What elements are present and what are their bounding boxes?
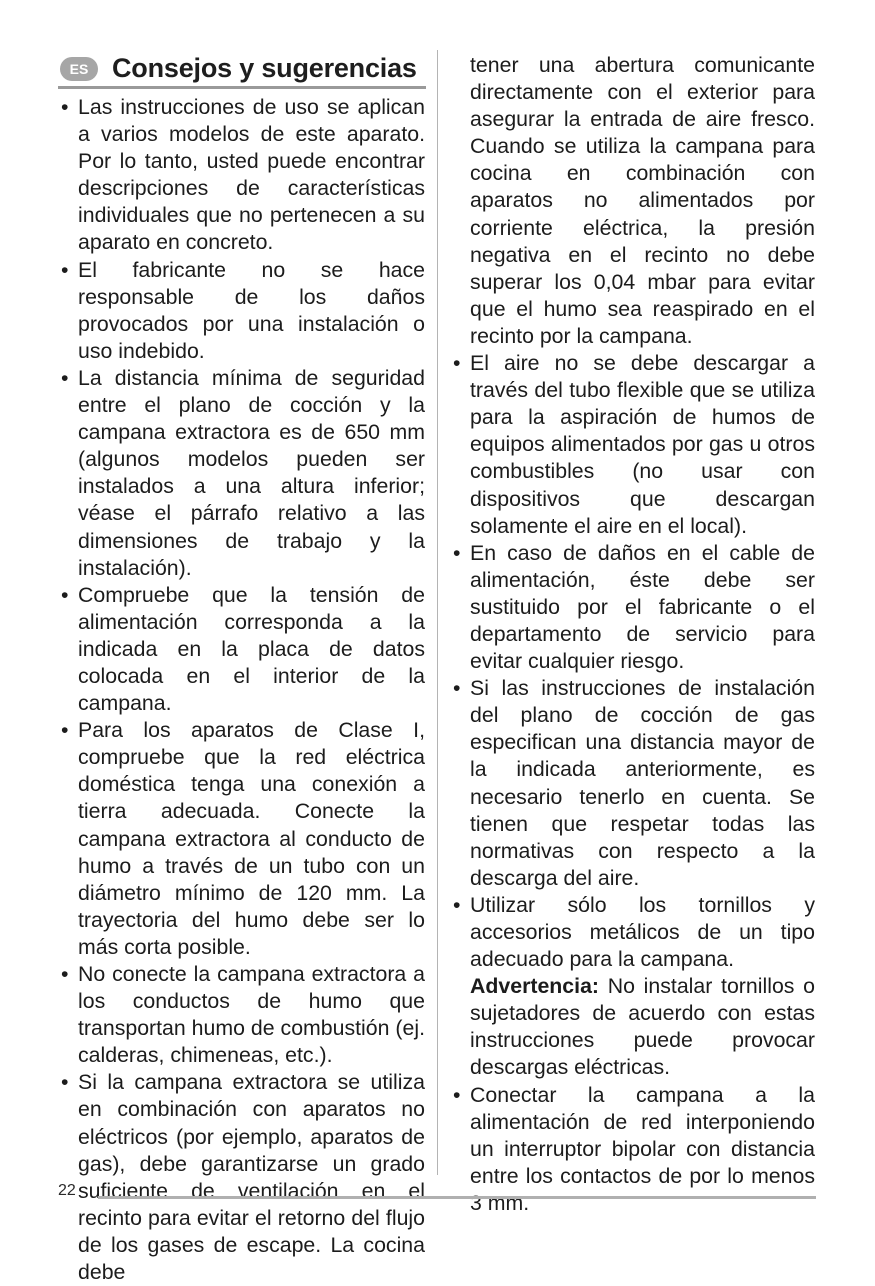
- continuation-paragraph: tener una abertura comunicante directamente con el exterior para asegurar la entrada de aire fresco. Cuando se utiliza la campana para cocina en combinación con aparatos no alimentados por corriente eléctrica, la presión negativa en el recinto no debe superar los 0,04 mbar para evitar que el humo sea reaspirado en el recinto por la campana.: [470, 53, 815, 348]
- bullet-icon: •: [453, 1082, 461, 1107]
- list-item: • Las instrucciones de uso se aplican a varios modelos de este aparato. Por lo tanto, usted puede encontrar descripciones de características individuales que no pertenecen a su aparato en concreto.: [61, 95, 425, 255]
- warning-text: No instalar tornillos o sujetadores de acuerdo con estas instrucciones puede provocar descargas eléctricas.: [470, 974, 815, 1080]
- warning-label: Advertencia:: [470, 974, 600, 999]
- column-divider: [437, 50, 438, 1175]
- bullet-icon: •: [453, 540, 461, 565]
- warning-paragraph: [450, 973, 815, 1081]
- bullet-icon: •: [61, 257, 69, 282]
- bullet-icon: •: [61, 365, 69, 390]
- list-item: • Si las instrucciones de instalación del plano de cocción de gas especifican una distancia mayor de la indicada anteriormente, es necesario tenerlo en cuenta. Se tienen que respetar todas las normativas con respecto a la descarga del aire.: [453, 676, 815, 890]
- footer-rule: [98, 1196, 816, 1199]
- list-item: • En caso de daños en el cable de alimentación, éste debe ser sustituido por el fabricante o el departamento de servicio para evitar cualquier riesgo.: [453, 540, 815, 674]
- language-badge: ES: [60, 57, 98, 81]
- list-item: • Para los aparatos de Clase I, compruebe que la red eléctrica doméstica tenga una conexión a tierra adecuada. Conecte la campana extractora al conducto de humo a través de un tubo con un diámetro mínimo de 120 mm. La trayectoria del humo debe ser lo más corta posible.: [61, 718, 425, 959]
- page-number: 22: [58, 1182, 76, 1199]
- left-column: [58, 94, 425, 1286]
- page-title: Consejos y sugerencias: [112, 53, 417, 83]
- list-item: • No conecte la campana extractora a los conductos de humo que transportan humo de combustión (ej. calderas, chimeneas, etc.).: [61, 962, 425, 1068]
- list-item: • Si la campana extractora se utiliza en combinación con aparatos no eléctricos (por ejemplo, aparatos de gas), debe garantizarse un grado suficiente de ventilación en el recinto para evitar el retorno del flujo de los gases de escape. La cocina debe: [61, 1070, 425, 1285]
- bullet-icon: •: [61, 1070, 69, 1095]
- list-item: • El fabricante no se hace responsable de los daños provocados por una instalación o uso indebido.: [61, 257, 425, 363]
- list-item: • Compruebe que la tensión de alimentación corresponda a la indicada en la placa de datos colocada en el interior de la campana.: [61, 582, 425, 716]
- list-item: • El aire no se debe descargar a través del tubo flexible que se utiliza para la aspiración de humos de equipos alimentados por gas u otros combustibles (no usar con dispositivos que descargan solamente el aire en el local).: [453, 351, 815, 538]
- bullet-icon: •: [61, 962, 69, 986]
- right-column: [450, 52, 815, 1217]
- section-header: [58, 52, 426, 89]
- bullet-icon: •: [61, 95, 69, 119]
- bullet-icon: •: [453, 892, 461, 917]
- list-item: • La distancia mínima de seguridad entre el plano de cocción y la campana extractora es de 650 mm (algunos modelos pueden ser instalados a una altura inferior; véase el párrafo relativo a las dimensiones de trabajo y la instalación).: [61, 365, 425, 580]
- list-item: • Conectar la campana a la alimentación de red interponiendo un interruptor bipolar con distancia entre los contactos de por lo menos 3 mm.: [453, 1082, 815, 1215]
- bullet-icon: •: [453, 351, 461, 376]
- list-item: • Utilizar sólo los tornillos y accesorios metálicos de un tipo adecuado para la campana.: [453, 892, 815, 972]
- bullet-icon: •: [61, 718, 69, 743]
- bullet-icon: •: [61, 582, 69, 607]
- bullet-icon: •: [453, 676, 461, 701]
